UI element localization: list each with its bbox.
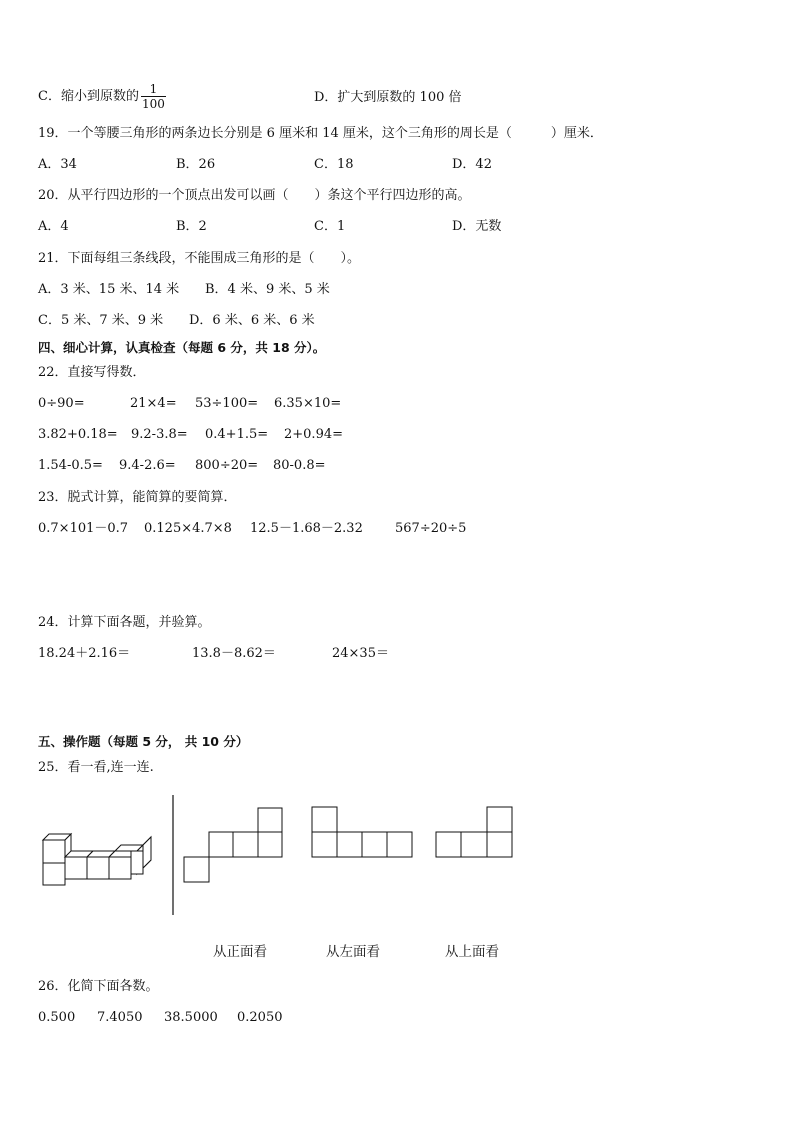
q18-option-c-text: C．缩小到原数的: [38, 89, 139, 104]
view-label-front: 从正面看: [213, 944, 267, 960]
q21-option-b: B．4 米、9 米、5 米: [205, 282, 330, 297]
q26-item: 7.4050: [97, 1010, 143, 1025]
q21-option-d: D．6 米、6 米、6 米: [189, 313, 315, 328]
q22-item: 80-0.8=: [273, 458, 326, 473]
q26-item: 0.500: [38, 1010, 76, 1025]
q22-item: 53÷100=: [195, 396, 259, 411]
view-figure-1: [182, 807, 284, 885]
view-label-left: 从左面看: [326, 944, 380, 960]
fraction-numerator: 1: [141, 82, 166, 97]
q26-item: 0.2050: [237, 1010, 283, 1025]
view-label-top: 从上面看: [445, 944, 499, 960]
fraction-1-100: [141, 82, 166, 111]
q19-option-d: D．42: [452, 157, 492, 172]
q22-stem: 22．直接写得数．: [38, 365, 146, 380]
q24-item: 24×35＝: [332, 646, 389, 661]
view-figure-2: [311, 806, 415, 860]
q25-stem: 25．看一看,连一连.: [38, 760, 154, 775]
q22-item: 9.4-2.6=: [119, 458, 176, 473]
section-4-title: 四、细心计算，认真检查（每题 6 分，共 18 分）。: [38, 340, 326, 355]
view-figure-3: [435, 806, 515, 860]
q22-item: 2+0.94=: [284, 427, 344, 442]
q23-stem: 23．脱式计算，能简算的要简算．: [38, 490, 237, 505]
q20-stem: 20．从平行四边形的一个顶点出发可以画（ ）条这个平行四边形的高。: [38, 188, 471, 203]
q20-option-b: B．2: [176, 219, 207, 234]
q20-option-d: D．无数: [452, 219, 502, 234]
q23-item: 567÷20÷5: [395, 521, 467, 536]
q20-option-a: A．4: [38, 219, 69, 234]
q23-item: 12.5－1.68－2.32: [250, 521, 363, 536]
q22-item: 21×4=: [130, 396, 177, 411]
q19-stem: 19．一个等腰三角形的两条边长分别是 6 厘米和 14 厘米，这个三角形的周长是（ ）厘米．: [38, 126, 603, 141]
q21-stem: 21．下面每组三条线段，不能围成三角形的是（ ）。: [38, 251, 361, 266]
q18-option-c: [38, 82, 166, 111]
q19-option-a: A．34: [38, 157, 77, 172]
q21-option-a: A．3 米、15 米、14 米: [38, 282, 180, 297]
q22-item: 9.2-3.8=: [131, 427, 188, 442]
q22-item: 6.35×10=: [274, 396, 342, 411]
section-5-title: 五、操作题（每题 5 分， 共 10 分）: [38, 734, 249, 749]
q20-option-c: C．1: [314, 219, 346, 234]
cube-figure: [40, 830, 170, 900]
q23-item: 0.125×4.7×8: [144, 521, 232, 536]
q22-item: 0÷90=: [38, 396, 85, 411]
q22-item: 0.4+1.5=: [205, 427, 269, 442]
q26-item: 38.5000: [164, 1010, 218, 1025]
q19-option-c: C．18: [314, 157, 354, 172]
q22-item: 1.54-0.5=: [38, 458, 103, 473]
fraction-denominator: 100: [141, 97, 165, 111]
q22-item: 3.82+0.18=: [38, 427, 118, 442]
q23-item: 0.7×101－0.7: [38, 521, 129, 536]
q18-option-d: D．扩大到原数的 100 倍: [314, 90, 462, 105]
q26-stem: 26．化简下面各数。: [38, 979, 159, 994]
q19-option-b: B．26: [176, 157, 216, 172]
q24-item: 18.24＋2.16＝: [38, 646, 131, 661]
divider-line: [171, 795, 175, 917]
q24-item: 13.8－8.62＝: [192, 646, 276, 661]
q24-stem: 24．计算下面各题，并验算。: [38, 615, 211, 630]
q22-item: 800÷20=: [195, 458, 259, 473]
q21-option-c: C．5 米、7 米、9 米: [38, 313, 164, 328]
